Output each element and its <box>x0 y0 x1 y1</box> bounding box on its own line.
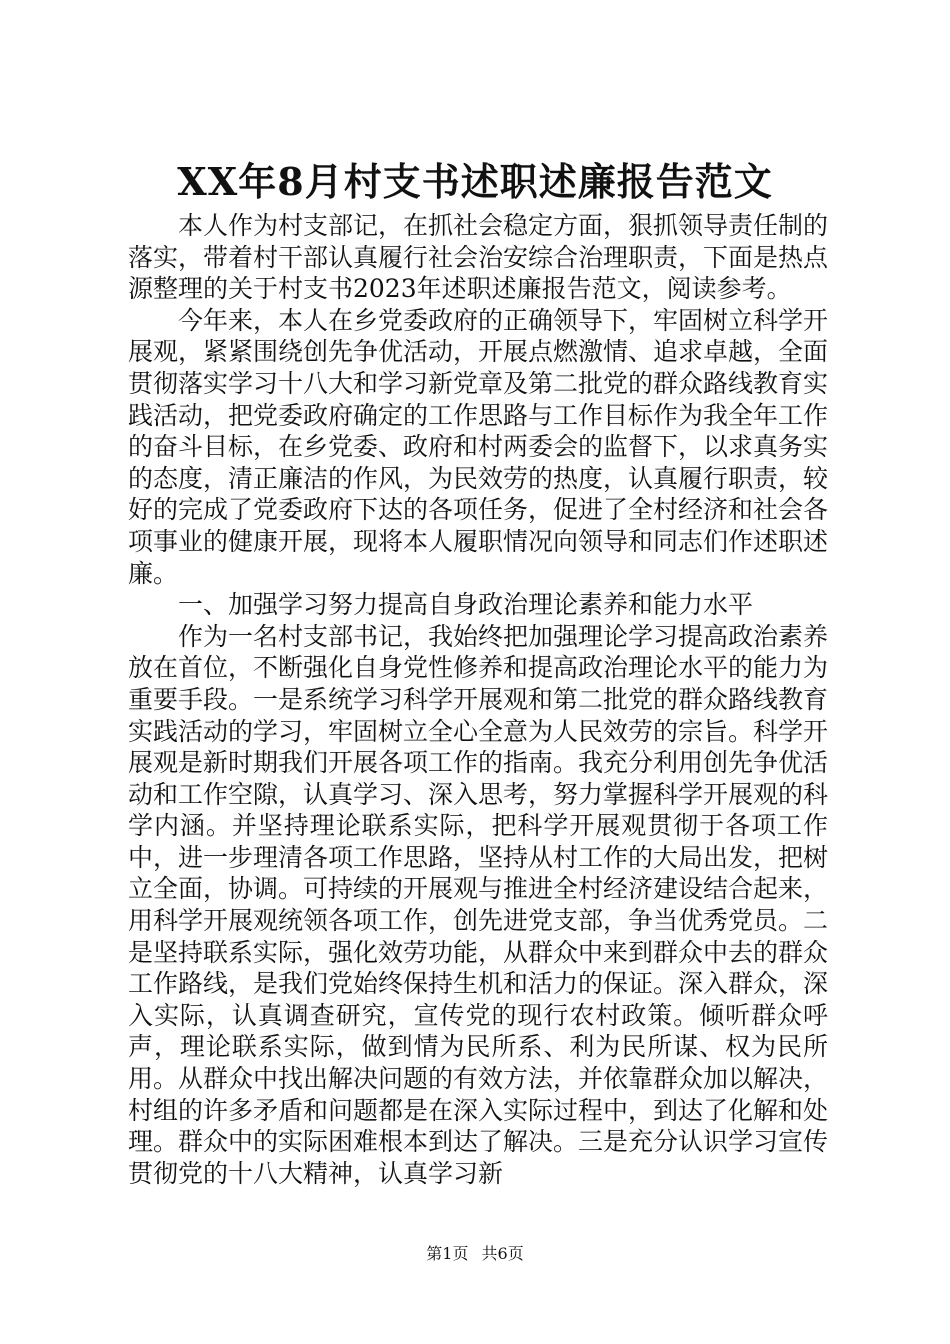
page-number: 第1页 <box>426 1244 469 1263</box>
section-heading-1: 一、加强学习努力提高自身政治理论素养和能力水平 <box>178 590 754 620</box>
document-title: XX年8月村支书述职述廉报告范文 <box>177 159 773 204</box>
document-body <box>128 210 828 1189</box>
paragraph-intro: 本人作为村支部记，在抓社会稳定方面，狠抓领导责任制的落实，带着村干部认真履行社会治安综合治理职责，下面是热点源整理的关于村支书2023年述职述廉报告范文，阅读参考。 <box>128 211 829 304</box>
paragraph-section-1: 作为一名村支部书记，我始终把加强理论学习提高政治素养放在首位，不断强化自身党性修养和提高政治理论水平的能力为重要手段。一是系统学习科学开展观和第二批党的群众路线教育实践活动的学习，牢固树立全心全意为人民效劳的宗旨。科学开展观是新时期我们开展各项工作的指南。我充分利用创先争优活动和工作空隙，认真学习、深入思考，努力掌握科学开展观的科学内涵。并坚持理论联系实际，把科学开展观贯彻于各项工作中，进一步理清各项工作思路，坚持从村工作的大局出发，把树立全面，协调。可持续的开展观与推进全村经济建设结合起来，用科学开展观统领各项工作，创先进党支部，争当优秀党员。二是坚持联系实际，强化效劳功能，从群众中来到群众中去的群众工作路线，是我们党始终保持生机和活力的保证。深入群众，深入实际，认真调查研究，宣传党的现行农村政策。倾听群众呼声，理论联系实际，做到情为民所系、利为民所谋、权为民所用。从群众中找出解决问题的有效方法，并依靠群众加以解决，村组的许多矛盾和问题都是在深入实际过程中，到达了化解和处理。群众中的实际困难根本到达了解决。三是充分认识学习宣传贯彻党的十八大精神，认真学习新 <box>128 621 829 1188</box>
page-footer <box>0 1244 950 1264</box>
paragraph-overview: 今年来，本人在乡党委政府的正确领导下，牢固树立科学开展观，紧紧围绕创先争优活动，开展点燃激情、追求卓越，全面贯彻落实学习十八大和学习新党章及第二批党的群众路线教育实践活动，把党委政府确定的工作思路与工作目标作为我全年工作的奋斗目标，在乡党委、政府和村两委会的监督下，以求真务实的态度，清正廉洁的作风，为民效劳的热度，认真履行职责，较好的完成了党委政府下达的各项任务，促进了全村经济和社会各项事业的健康开展，现将本人履职情况向领导和同志们作述职述廉。 <box>128 305 829 588</box>
page-total: 共6页 <box>481 1244 524 1263</box>
